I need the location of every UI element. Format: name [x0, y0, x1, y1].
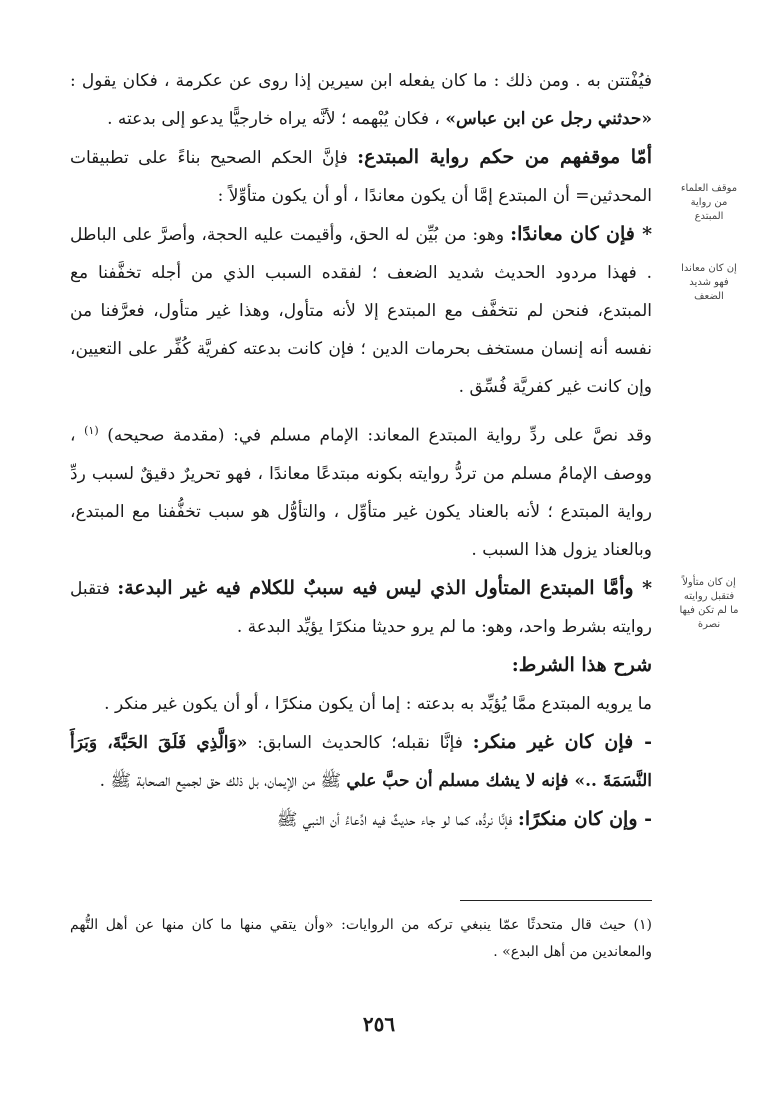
side-note-interpreter — [664, 576, 754, 632]
position-heading: أمّا موقفهم من حكم رواية المبتدع: — [357, 146, 653, 168]
side-note-line: نصرة — [697, 619, 721, 630]
obstinate-heading: * فإن كان معاندًا: — [510, 223, 653, 245]
intro-paragraph — [70, 62, 652, 138]
condition-heading: شرح هذا الشرط: — [511, 653, 652, 676]
interpreter-paragraph — [70, 569, 652, 646]
muslim-text-2: ، ووصف الإمامُ مسلم من تردُّ روايته بكونه مبتدعًا معاندًا ، فهو تحريرٌ دقيقٌ لسبب ردِّ رواية المبتدع ؛ لأنه بالعناد يكون غير متأوِّل ، والتأوُّل هو سبب تخفُّفنا مع المبتدع، وبالعناد يزول هذا السبب . — [70, 425, 652, 560]
not-munkar-text-a: فإنَّا نقبله؛ كالحديث السابق: — [257, 732, 463, 753]
not-munkar-text-b: ﷺ من الإيمان، بل ذلك حق لجميع الصحابة ﷺ . — [99, 770, 341, 791]
intro-quote: «حدثني رجل عن ابن عباس» — [445, 109, 652, 129]
side-note-line: الضعف — [694, 291, 724, 302]
side-note-obstinate — [664, 262, 754, 304]
intro-line: فيُفْتتن به . ومن ذلك : ما كان يفعله ابن سيرين إذا روى عن عكرمة ، فكان يقول : — [70, 71, 652, 91]
interpreter-text: فتقبل روايته بشرط واحد، وهو: ما لم يرو حديثا منكرًا يؤيِّد البدعة . — [70, 578, 652, 637]
munkar-paragraph — [70, 800, 652, 839]
side-note-scholars — [664, 182, 754, 224]
side-note-line: فتقبل روايته — [683, 591, 735, 602]
side-note-line: المبتدع — [694, 211, 724, 222]
not-munkar-paragraph — [70, 723, 652, 800]
munkar-heading: - وإن كان منكرًا: — [517, 807, 652, 830]
footnote-marker[interactable]: (١) — [84, 424, 99, 437]
side-note-line: من رواية — [690, 197, 728, 208]
condition-paragraph — [70, 685, 652, 723]
side-note-line: ما لم تكن فيها — [679, 605, 739, 616]
munkar-text: فإنَّا نردُّه، كما لو جاء حديثٌ فيه ادِّعاءُ أن النبي ﷺ — [276, 809, 513, 830]
side-note-line: إن كان معاندا — [681, 263, 737, 274]
obstinate-text: وهو: من بُيِّن له الحق، وأقيمت عليه الحجة، وأصرَّ على الباطل . فهذا مردود الحديث شديد الضعف ؛ لفقده السبب الذي من أجله تخفَّفنا مع المبتدع، فنحن لم نتخفَّف مع المبتدع إلا لأنه متأول، وهذا غير متأول، فعرَّفنا من نفسه أنه إنسان مستخف بحرمات الدين ؛ فإن كانت بدعته كفريَّة كُفِّر على التعيين، وإن كانت غير كفريَّة فُسِّق . — [70, 225, 652, 397]
side-note-line: إن كان متأولاً — [682, 577, 736, 588]
footnote-text: حيث قال متحدثًا عمّا ينبغي تركه من الروايات: «وأن يتقي منها ما كان منها عن أهل التُّهم والمعاندين من أهل البدع» . — [70, 917, 652, 960]
obstinate-paragraph — [70, 215, 652, 406]
condition-text: ما يرويه المبتدع ممَّا يُؤيِّد به بدعته : إما أن يكون منكرًا ، أو أن يكون غير منكر . — [104, 693, 652, 714]
side-note-line: فهو شديد — [689, 277, 729, 288]
muslim-paragraph — [70, 412, 652, 569]
muslim-text-1: وقد نصَّ على ردِّ رواية المبتدع المعاند: الإمام مسلم في: (مقدمة صحيحه) — [107, 425, 652, 446]
page-number: ٢٥٦ — [362, 1012, 396, 1036]
intro-line-rest: ، فكان يُبْهمه ؛ لأنَّه يراه خارجيًّا يدعو إلى بدعته . — [107, 109, 440, 129]
main-text — [70, 62, 652, 839]
position-paragraph — [70, 138, 652, 215]
not-munkar-heading: - فإن كان غير منكر: — [472, 730, 653, 753]
condition-heading-line — [70, 646, 652, 685]
hadith-quote: «وَالَّذِي فَلَقَ الحَبَّةَ، وَبَرَأَ النَّسَمَةَ ..» فإنه لا يشك مسلم أن حبَّ علي — [70, 732, 652, 791]
footnote-number: (١) — [633, 917, 653, 933]
footnote-separator — [460, 900, 652, 901]
interpreter-heading: * وأمَّا المبتدع المتأول الذي ليس فيه سببٌ للكلام فيه غير البدعة: — [117, 576, 653, 599]
position-text: فإنَّ الحكم الصحيح بناءً على تطبيقات المحدثين= أن المبتدع إمَّا أن يكون معاندًا ، أو أن يكون متأوِّلاً : — [70, 148, 652, 206]
side-note-line: موقف العلماء — [680, 183, 738, 194]
footnote — [70, 912, 652, 966]
